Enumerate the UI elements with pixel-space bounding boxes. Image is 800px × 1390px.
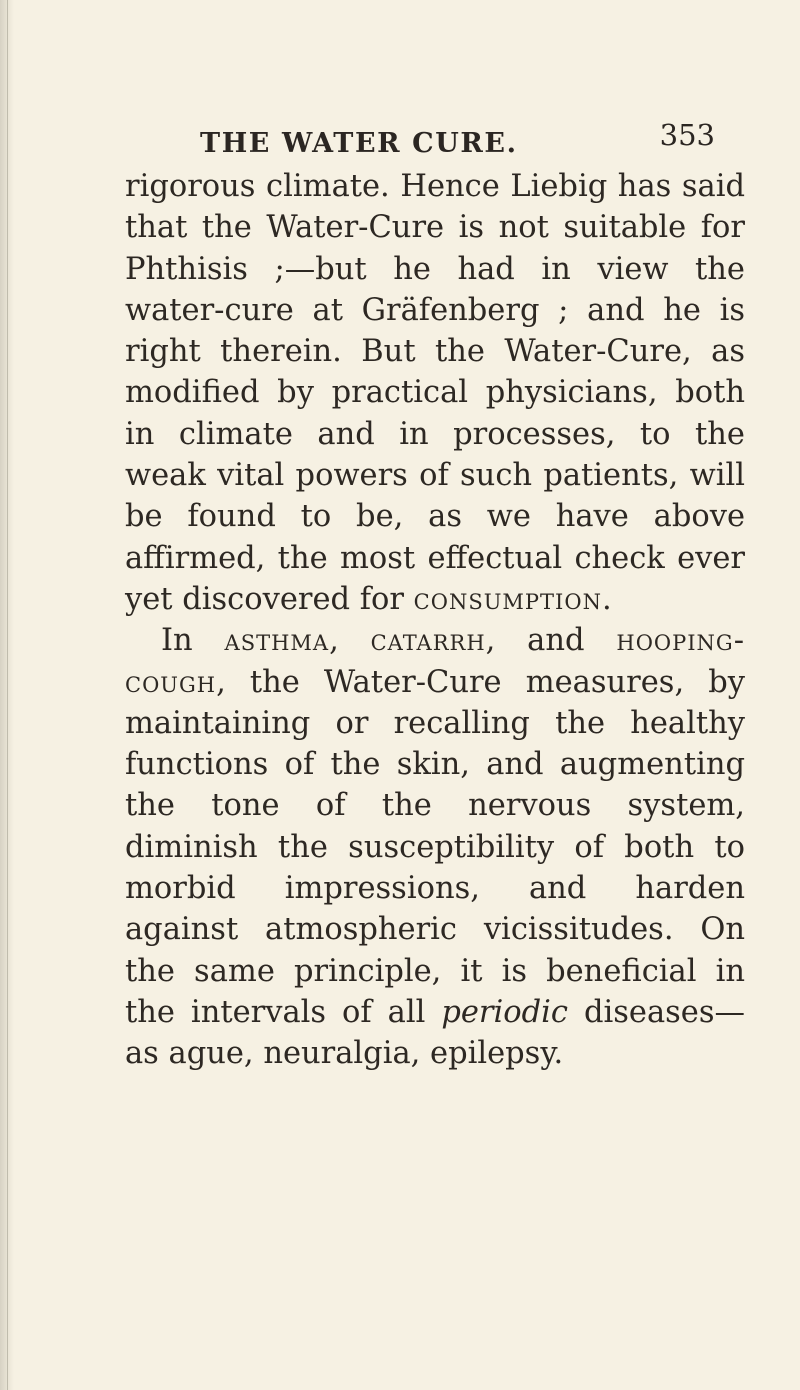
body-text <box>125 166 745 1075</box>
book-page <box>125 110 745 1075</box>
paragraph-2-comma: , <box>329 623 371 659</box>
gutter-rule <box>7 0 8 1390</box>
term-asthma: asthma <box>224 623 330 659</box>
running-head <box>125 110 745 162</box>
binding-gutter <box>0 0 14 1390</box>
paragraph-2-and: , and <box>485 623 617 659</box>
page-number: 353 <box>659 118 715 152</box>
paragraph-2-ending: diseases—as ague, neuralgia, epilepsy. <box>125 994 745 1072</box>
paragraph-2-lead: In <box>161 623 225 659</box>
term-hooping-cough: hooping-cough <box>125 623 746 700</box>
paragraph-1 <box>125 166 745 620</box>
paragraph-1-text: rigorous climate. Hence Liebig has said that the Water-Cure is not suitable for Phthisis ;—but he had in view the water-cure at Gräfenberg ; and he is right therein. But the Water-Cure, as modified by practical physicians, both in climate and in processes, to the weak vital powers of such patients, will be found to be, as we have above affirmed, the most effectual check ever yet discovered for <box>125 169 745 617</box>
paragraph-2 <box>125 620 745 1074</box>
term-catarrh: catarrh <box>370 623 486 659</box>
paragraph-2-text: , the Water-Cure measures, by maintaining or recalling the healthy functions of the skin, and augmenting the tone of the nervous system, diminish the susceptibility of both to morbid impressions, and harden against atmospheric vicissitudes. On the same principle, it is beneficial in the intervals of all <box>125 664 745 1030</box>
term-consumption: consumption. <box>413 581 613 617</box>
term-periodic: periodic <box>441 994 568 1030</box>
running-head-title: THE WATER CURE. <box>200 128 518 159</box>
